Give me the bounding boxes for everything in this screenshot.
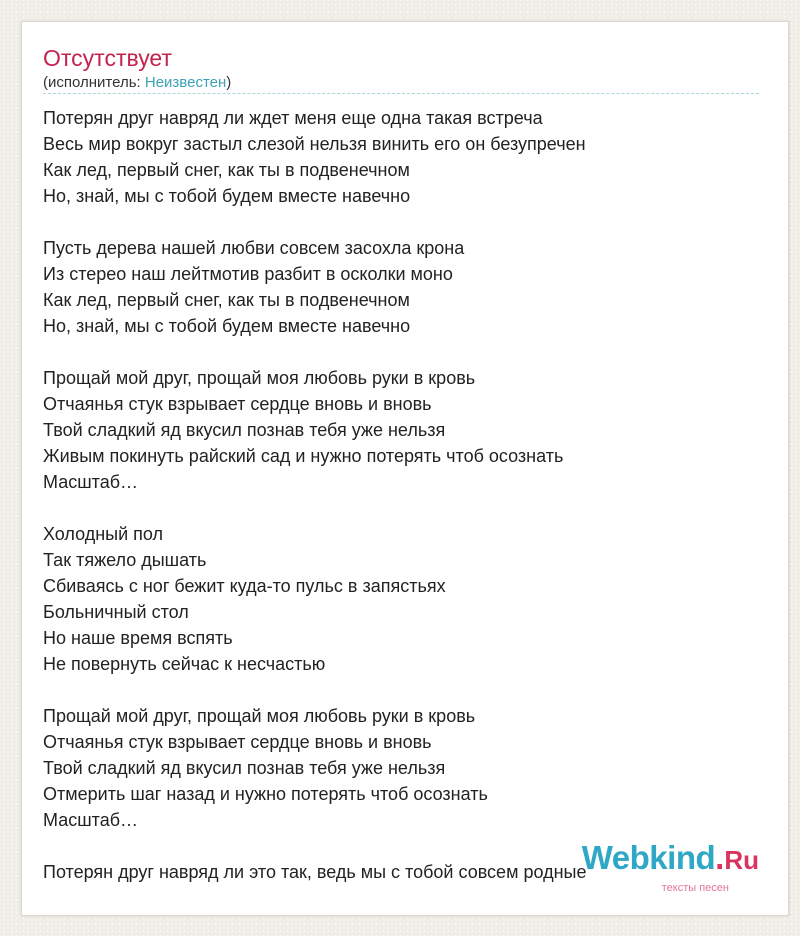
lyrics-line: Живым покинуть райский сад и нужно потерять чтоб осознать <box>43 446 564 466</box>
lyrics-line: Твой сладкий яд вкусил познав тебя уже нельзя <box>43 420 446 440</box>
lyrics-line: Холодный пол <box>43 524 164 544</box>
lyrics-line: Весь мир вокруг застыл слезой нельзя винить его он безупречен <box>43 134 586 154</box>
lyrics-stanza <box>43 703 763 833</box>
logo-word: Webkind <box>581 839 716 876</box>
lyrics-card <box>21 21 789 916</box>
lyrics-text <box>43 105 763 911</box>
lyrics-line: Отчаянья стук взрывает сердце вновь и вновь <box>43 394 432 414</box>
lyrics-stanza <box>43 521 763 677</box>
lyrics-line: Отмерить шаг назад и нужно потерять чтоб осознать <box>43 784 488 804</box>
lyrics-line: Как лед, первый снег, как ты в подвенечном <box>43 160 410 180</box>
lyrics-line: Но, знай, мы с тобой будем вместе навечно <box>43 186 411 206</box>
lyrics-line: Масштаб… <box>43 810 139 830</box>
lyrics-line: Твой сладкий яд вкусил познав тебя уже нельзя <box>43 758 446 778</box>
lyrics-line: Но, знай, мы с тобой будем вместе навечно <box>43 316 411 336</box>
webkind-logo[interactable] <box>559 839 759 894</box>
lyrics-line: Не повернуть сейчас к несчастью <box>43 654 326 674</box>
lyrics-line: Но наше время вспять <box>43 628 233 648</box>
lyrics-line: Больничный стол <box>43 602 189 622</box>
lyrics-stanza <box>43 105 763 209</box>
lyrics-line: Так тяжело дышать <box>43 550 207 570</box>
lyrics-line: Сбиваясь с ног бежит куда-то пульс в запястьях <box>43 576 446 596</box>
lyrics-stanza <box>43 235 763 339</box>
lyrics-line: Из стерео наш лейтмотив разбит в осколки моно <box>43 264 453 284</box>
lyrics-line: Масштаб… <box>43 472 139 492</box>
title-divider <box>43 93 759 94</box>
lyrics-line: Прощай мой друг, прощай моя любовь руки в кровь <box>43 706 476 726</box>
song-title: Отсутствует <box>43 45 172 71</box>
logo-tagline: тексты песен <box>661 882 729 894</box>
lyrics-line: Как лед, первый снег, как ты в подвенечном <box>43 290 410 310</box>
lyrics-line: Отчаянья стук взрывает сердце вновь и вновь <box>43 732 432 752</box>
lyrics-line: Потерян друг навряд ли это так, ведь мы с тобой совсем родные <box>43 862 587 882</box>
logo-tld: Ru <box>724 845 759 875</box>
lyrics-line: Пусть дерева нашей любви совсем засохла крона <box>43 238 465 258</box>
artist-link[interactable]: Неизвестен <box>144 74 227 91</box>
artist-suffix: ) <box>226 74 232 91</box>
logo-dot: . <box>715 839 725 876</box>
logo-wordmark <box>559 841 759 882</box>
lyrics-stanza <box>43 365 763 495</box>
lyrics-line: Прощай мой друг, прощай моя любовь руки в кровь <box>43 368 476 388</box>
artist-prefix: (исполнитель: <box>43 74 145 91</box>
lyrics-line: Потерян друг навряд ли ждет меня еще одна такая встреча <box>43 108 543 128</box>
artist-line <box>43 74 231 92</box>
